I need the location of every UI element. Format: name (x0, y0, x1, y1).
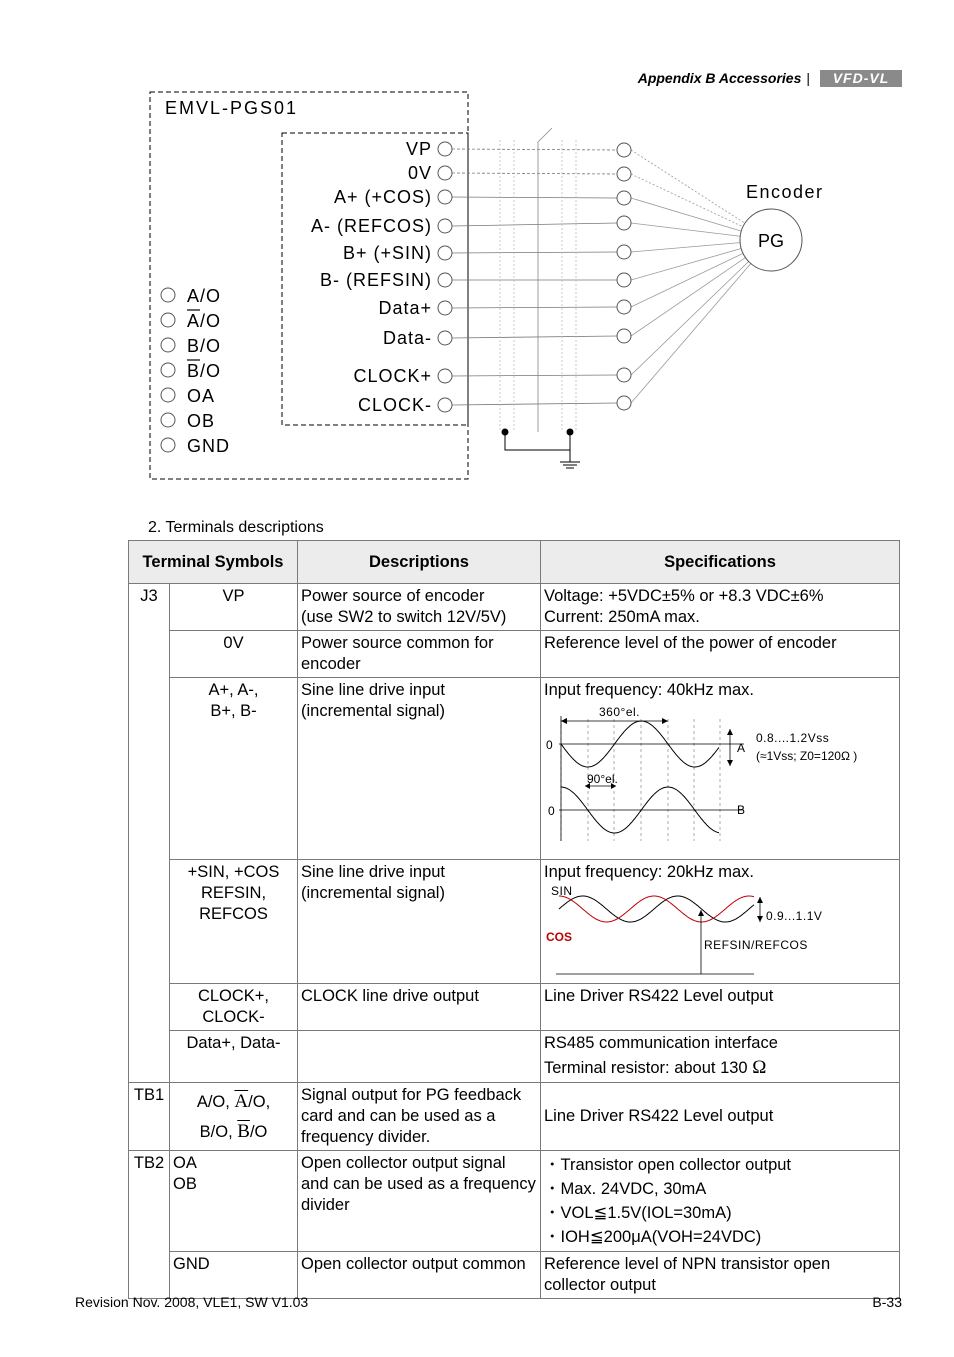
spec-bullet (544, 1201, 896, 1225)
encoder-lead (631, 264, 751, 403)
cell-desc (298, 1031, 541, 1083)
cos-trace (559, 896, 754, 922)
footer-revision: Revision Nov. 2008, VLE1, SW V1.03 (75, 1294, 309, 1310)
j3-terminal-label: CLOCK- (357, 395, 432, 415)
ab-waveform (544, 701, 894, 856)
amplitude-arrow-head-bottom (757, 916, 763, 922)
spec-line: RS485 communication interface (544, 1034, 778, 1052)
cell-symbol: VP (170, 584, 298, 631)
symbol-text: B/O, (199, 1122, 233, 1141)
output-terminal-screw (161, 438, 175, 452)
encoder-lead (631, 223, 740, 236)
period-arrow-head-right (662, 718, 668, 724)
bullet-text: VOL≦1.5V(IOL=30mA) (560, 1204, 732, 1222)
encoder-terminal-screw (617, 143, 631, 157)
table-row (129, 1252, 900, 1299)
j3-terminal-label: VP (405, 139, 432, 159)
table-row (129, 1031, 900, 1083)
encoder-terminal-screw (617, 368, 631, 382)
j3-terminal-screw (438, 301, 452, 315)
cell-spec (541, 1151, 900, 1252)
output-terminal-group (161, 286, 230, 456)
bullet-text: IOH≦200μA(VOH=24VDC) (560, 1228, 762, 1246)
table-row (129, 1151, 900, 1252)
j3-terminal-screw (438, 273, 452, 287)
card-label: EMVL-PGS01 (165, 98, 299, 118)
encoder-lead (631, 258, 745, 336)
encoder-terminal-screw (617, 273, 631, 287)
spec-line-text: Terminal resistor: about 130 (544, 1059, 748, 1077)
bullet-glyph: ・ (544, 1180, 561, 1198)
j3-terminal-label: Data- (382, 328, 432, 348)
wires (452, 128, 751, 432)
zero-label-a: 0 (546, 738, 553, 752)
output-terminal-label: GND (187, 436, 230, 456)
encoder-terminals (617, 143, 631, 410)
header-specifications: Specifications (541, 541, 900, 584)
sin-label: SIN (551, 884, 573, 898)
wire (452, 403, 617, 405)
pg-label: PG (757, 231, 785, 251)
j3-terminal-group (311, 139, 452, 415)
encoder-label: Encoder (746, 182, 824, 202)
spec-text: Input frequency: 40kHz max. (544, 681, 755, 699)
wire (452, 252, 617, 253)
j3-terminal-screw (438, 190, 452, 204)
header-title: Appendix B Accessories (637, 70, 802, 86)
j3-terminal-screw (438, 219, 452, 233)
output-terminal-label: A/O (187, 286, 222, 306)
amplitude-label-1: 0.8....1.2Vss (756, 731, 830, 745)
cell-spec: Reference level of the power of encoder (541, 631, 900, 678)
table-row (129, 584, 900, 631)
output-terminal-screw (161, 413, 175, 427)
cell-spec (541, 678, 900, 860)
encoder-lead (631, 249, 741, 280)
encoder-lead (631, 243, 740, 252)
spec-text: Input frequency: 20kHz max. (544, 863, 755, 881)
wire (452, 336, 617, 338)
cell-symbol: +SIN, +COS REFSIN, REFCOS (170, 860, 298, 984)
cell-spec: Line Driver RS422 Level output (541, 1083, 900, 1151)
output-terminal-screw (161, 338, 175, 352)
wire (452, 375, 617, 376)
j3-terminal-label: CLOCK+ (353, 366, 432, 386)
spec-line (544, 1057, 896, 1079)
ohm-symbol: Ω (752, 1057, 767, 1078)
cell-desc: Power source common for encoder (298, 631, 541, 678)
encoder-lead (631, 150, 745, 223)
header-terminal-symbols: Terminal Symbols (129, 541, 298, 584)
cell-desc: Sine line drive input (incremental signal) (298, 860, 541, 984)
ab-gridlines (561, 719, 720, 841)
spec-bullet (544, 1225, 896, 1249)
output-terminal-label: B/O (187, 336, 222, 356)
amplitude-label: 0.9...1.1V (766, 909, 823, 923)
symbol-text: /O (249, 1122, 268, 1141)
overline-letter: $\overline{A}$ (234, 1090, 249, 1112)
overline-letter: $\overline{B}$ (237, 1120, 250, 1142)
output-terminal-label: B/O (187, 361, 222, 381)
brand-logo: VFD-VL (820, 70, 902, 87)
encoder-terminal-screw (617, 167, 631, 181)
j3-terminal-label: 0V (407, 163, 432, 183)
wire (452, 307, 617, 308)
j3-terminal-label: A+ (+COS) (333, 187, 432, 207)
bullet-glyph: ・ (544, 1204, 561, 1222)
encoder-terminal-screw (617, 329, 631, 343)
output-terminal-screw (161, 388, 175, 402)
ground-symbol (502, 429, 580, 468)
cell-spec: Line Driver RS422 Level output (541, 984, 900, 1031)
j3-terminal-label: B- (REFSIN) (320, 270, 432, 290)
bullet-text: Max. 24VDC, 30mA (560, 1180, 707, 1198)
spec-bullet (544, 1177, 896, 1201)
encoder-lead (631, 198, 741, 231)
reference-label: REFSIN/REFCOS (704, 938, 808, 952)
cos-label: COS (546, 930, 573, 944)
amplitude-label-2: (≈1Vss; Z0=120Ω ) (756, 749, 858, 763)
cell-spec (541, 860, 900, 984)
wiring-diagram (0, 0, 954, 500)
output-terminal-label: A/O (187, 311, 222, 331)
encoder-terminal-screw (617, 300, 631, 314)
cell-desc: CLOCK line drive output (298, 984, 541, 1031)
j3-terminal-screw (438, 398, 452, 412)
table-row (129, 860, 900, 984)
amplitude-arrow-head-top (757, 897, 763, 903)
section-title: 2. Terminals descriptions (148, 519, 324, 536)
encoder-terminal-screw (617, 216, 631, 230)
bullet-glyph: ・ (544, 1156, 561, 1174)
cell-symbol: CLOCK+, CLOCK- (170, 984, 298, 1031)
channel-label-a: A (737, 741, 746, 755)
cell-symbol (170, 1083, 298, 1151)
footer-page-number: B-33 (872, 1294, 902, 1310)
j3-terminal-label: B+ (+SIN) (342, 243, 432, 263)
output-terminal-screw (161, 313, 175, 327)
encoder-lead (631, 253, 743, 307)
encoder-lead (631, 174, 743, 227)
amplitude-arrow-head-bottom (727, 760, 733, 766)
table-row (129, 984, 900, 1031)
wire (452, 223, 617, 226)
cell-spec: Reference level of NPN transistor open collector output (541, 1252, 900, 1299)
cell-desc: Sine line drive input (incremental signal) (298, 678, 541, 860)
table-header-row (129, 541, 900, 584)
j3-terminal-screw (438, 142, 452, 156)
cell-desc: Open collector output signal and can be used as a frequency divider (298, 1151, 541, 1252)
channel-label-b: B (737, 803, 746, 817)
encoder-terminal-screw (617, 191, 631, 205)
j3-terminal-screw (438, 166, 452, 180)
wire (452, 197, 617, 198)
cell-desc: Signal output for PG feedback card and can be used as a frequency divider. (298, 1083, 541, 1151)
group-label-tb2: TB2 (129, 1151, 170, 1299)
j3-terminal-screw (438, 369, 452, 383)
output-terminal-screw (161, 363, 175, 377)
j3-terminal-screw (438, 331, 452, 345)
bullet-text: Transistor open collector output (560, 1156, 792, 1174)
period-label: 360°el. (599, 705, 640, 719)
header-separator: | (806, 70, 810, 86)
cell-symbol: Data+, Data- (170, 1031, 298, 1083)
bullet-glyph: ・ (544, 1228, 561, 1246)
table-row (129, 678, 900, 860)
j3-terminal-label: A- (REFCOS) (311, 216, 432, 236)
symbol-line (173, 1087, 294, 1117)
encoder-terminal-screw (617, 245, 631, 259)
j3-terminal-label: Data+ (378, 298, 432, 318)
table-row (129, 1083, 900, 1151)
header-descriptions: Descriptions (298, 541, 541, 584)
phase-label: 90°el. (587, 772, 618, 786)
wire (452, 173, 617, 174)
period-arrow-head-left (561, 718, 567, 724)
amplitude-arrow-head-top (727, 729, 733, 735)
terminals-table (128, 540, 900, 1299)
cell-desc: Open collector output common (298, 1252, 541, 1299)
encoder-terminal-screw (617, 396, 631, 410)
j3-terminal-screw (438, 246, 452, 260)
sincos-waveform (544, 883, 894, 980)
cell-spec: Voltage: +5VDC±5% or +8.3 VDC±6% Current: 250mA max. (541, 584, 900, 631)
output-terminal-label: OB (187, 411, 216, 431)
cell-spec (541, 1031, 900, 1083)
cell-symbol: 0V (170, 631, 298, 678)
group-label-j3: J3 (129, 584, 170, 1083)
spec-bullet (544, 1153, 896, 1177)
wire (452, 149, 617, 150)
symbol-text: A/O, (196, 1092, 230, 1111)
symbol-text: /O, (248, 1092, 271, 1111)
zero-label-b: 0 (548, 804, 555, 818)
cell-symbol: OA OB (170, 1151, 298, 1252)
output-terminal-screw (161, 288, 175, 302)
table-row (129, 631, 900, 678)
cell-desc: Power source of encoder (use SW2 to switch 12V/5V) (298, 584, 541, 631)
symbol-line (173, 1117, 294, 1147)
cell-symbol: A+, A-, B+, B- (170, 678, 298, 860)
output-terminal-label: OA (187, 386, 216, 406)
cell-symbol: GND (170, 1252, 298, 1299)
group-label-tb1: TB1 (129, 1083, 170, 1151)
